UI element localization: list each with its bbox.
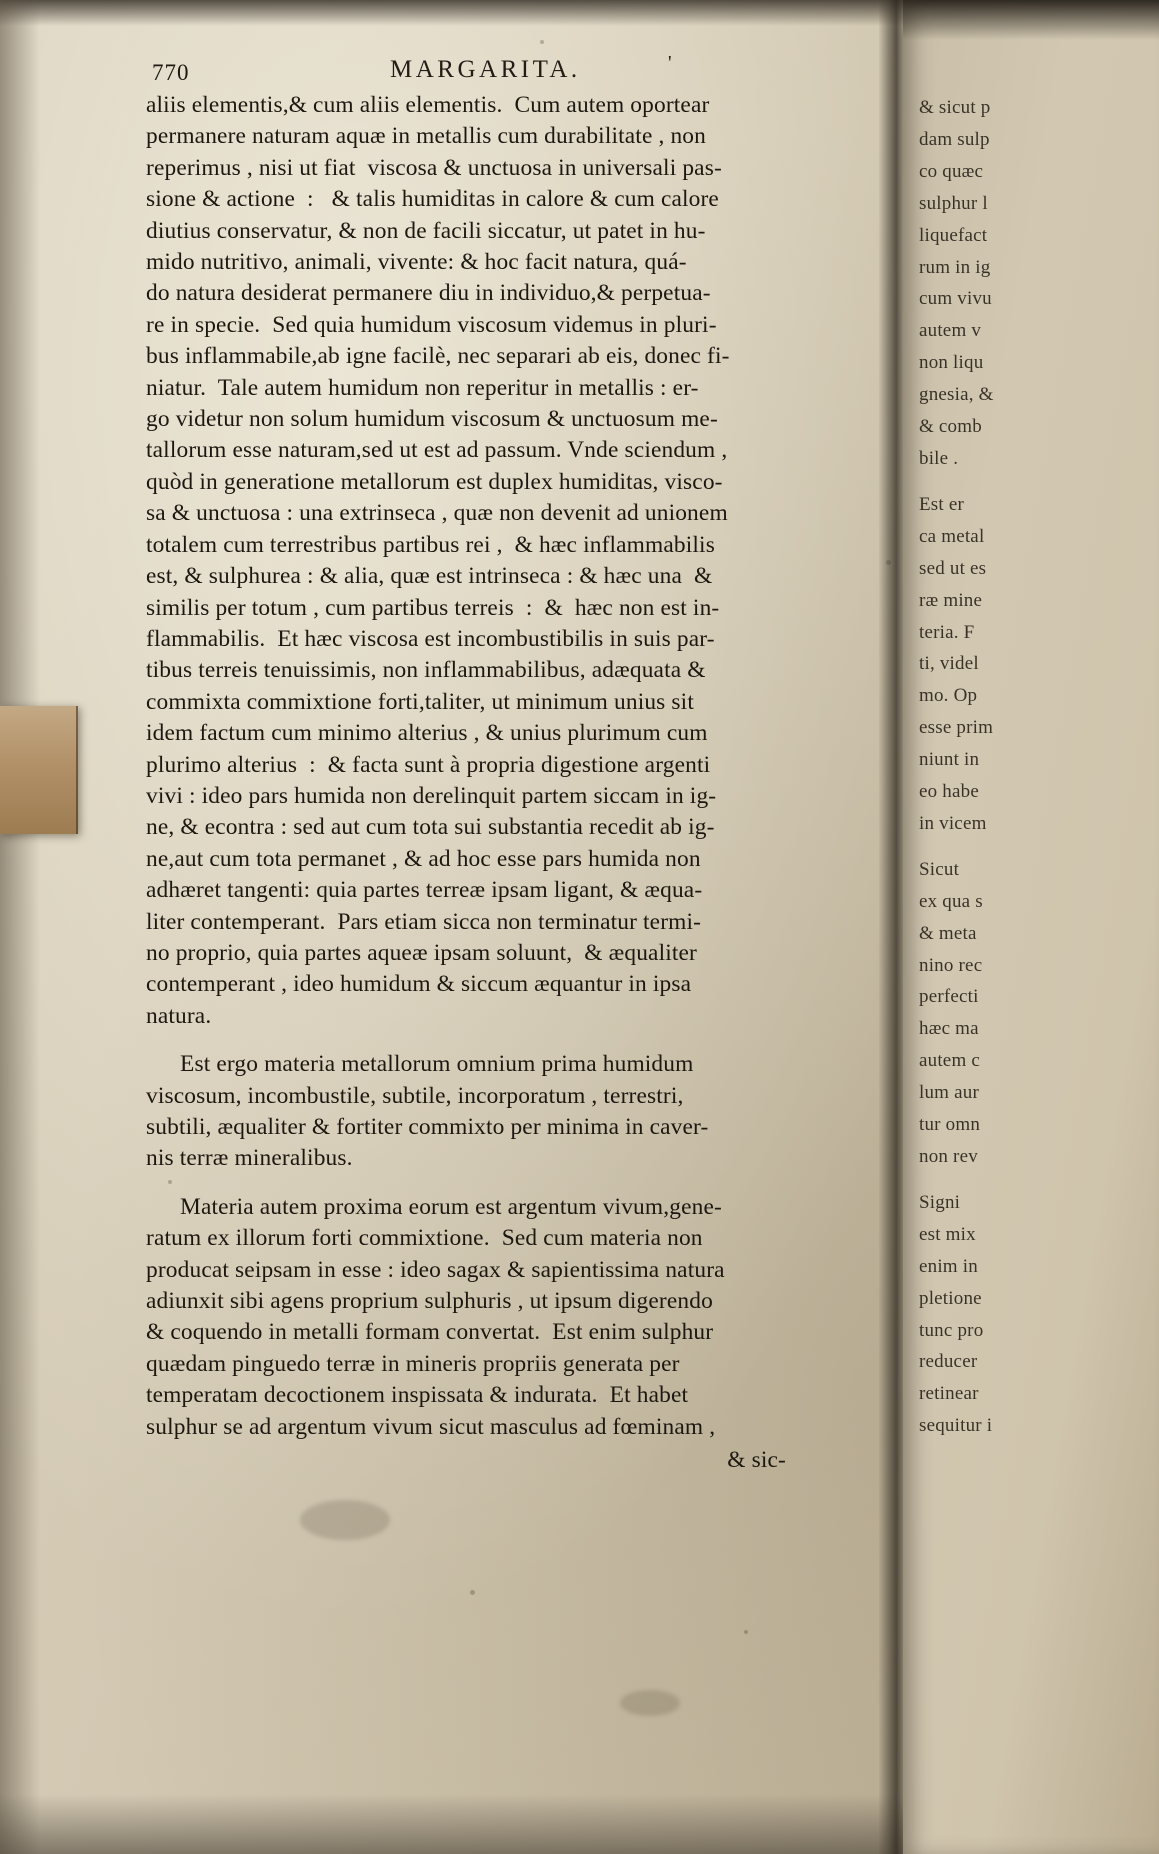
facing-text-line: ex qua s bbox=[919, 890, 983, 912]
text-line: contemperant , ideo humidum & siccum æquantur in ipsa bbox=[146, 971, 692, 998]
paper-stain bbox=[300, 1500, 390, 1540]
facing-paragraph bbox=[919, 1187, 1159, 1442]
facing-text-line: ca metal bbox=[919, 525, 985, 547]
facing-paragraph bbox=[919, 854, 1159, 1173]
facing-page-top-shadow bbox=[903, 0, 1159, 40]
paper-speck bbox=[744, 1630, 748, 1634]
running-head-text: MARGARITA. bbox=[390, 56, 581, 83]
text-line: Est ergo materia metallorum omnium prima humidum bbox=[180, 1051, 694, 1078]
facing-text-line: & sicut p bbox=[919, 97, 991, 118]
text-line: adhæret tangenti: quia partes terreæ ipsam ligant, & æqua- bbox=[146, 877, 703, 904]
text-line: sulphur se ad argentum vivum sicut masculus ad fœminam , bbox=[146, 1413, 716, 1440]
text-line: permanere naturam aquæ in metallis cum durabilitate , non bbox=[146, 123, 706, 150]
facing-text-line: tur omn bbox=[919, 1114, 981, 1136]
text-line: sione & actione : & talis humiditas in calore & cum calore bbox=[146, 186, 719, 213]
facing-text-line: mo. Op bbox=[919, 685, 978, 707]
text-line: vivi : ideo pars humida non derelinquit partem siccam in ig- bbox=[146, 782, 717, 809]
text-line: aliis elementis,& cum aliis elementis. Cum autem oportear bbox=[146, 92, 710, 118]
facing-text-line: esse prim bbox=[919, 717, 994, 739]
paper-speck bbox=[470, 1590, 475, 1595]
facing-text-line: sequitur i bbox=[919, 1415, 993, 1437]
facing-text-line: autem v bbox=[919, 320, 982, 342]
facing-text-line: gnesia, & bbox=[919, 384, 994, 406]
facing-paragraph bbox=[919, 489, 1159, 840]
text-line: quædam pinguedo terræ in mineris propriis generata per bbox=[146, 1350, 680, 1377]
text-line: plurimo alterius : & facta sunt à propria digestione argenti bbox=[146, 751, 711, 778]
facing-text-line: cum vivu bbox=[919, 288, 992, 310]
facing-text-line: tunc pro bbox=[919, 1319, 984, 1341]
facing-text-line: bile . bbox=[919, 447, 959, 469]
facing-text-line: perfecti bbox=[919, 986, 979, 1008]
paragraph bbox=[146, 1049, 858, 1175]
facing-text-line: non rev bbox=[919, 1146, 978, 1167]
facing-page-text bbox=[919, 92, 1159, 1442]
text-line: idem factum cum minimo alterius , & unius plurimum cum bbox=[146, 720, 708, 747]
text-line: nis terræ mineralibus. bbox=[146, 1145, 353, 1172]
facing-text-line: retinear bbox=[919, 1383, 979, 1405]
facing-text-line: ti, videl bbox=[919, 653, 979, 675]
facing-text-line: Sicut bbox=[919, 858, 960, 880]
text-line: do natura desiderat permanere diu in individuo,& perpetua- bbox=[146, 280, 711, 307]
text-line: mido nutritivo, animali, vivente: & hoc facit natura, quá- bbox=[146, 249, 687, 276]
text-line: reperimus , nisi ut fiat viscosa & unctuosa in universali pas- bbox=[146, 154, 722, 181]
text-line: producat seipsam in esse : ideo sagax & sapientissima natura bbox=[146, 1256, 725, 1283]
text-line: diutius conservatur, & non de facili siccatur, ut patet in hu- bbox=[146, 217, 706, 244]
text-line: flammabilis. Et hæc viscosa est incombustibilis in suis par- bbox=[146, 625, 715, 652]
text-line: no proprio, quia partes aqueæ ipsam soluunt, & æqualiter bbox=[146, 939, 697, 966]
text-line: tibus terreis tenuissimis, non inflammabilibus, adæquata & bbox=[146, 657, 706, 684]
facing-text-line: autem c bbox=[919, 1050, 981, 1072]
text-line: Materia autem proxima eorum est argentum vivum,gene- bbox=[180, 1193, 722, 1220]
facing-text-line: ræ mine bbox=[919, 589, 983, 611]
facing-text-line: Est er bbox=[919, 493, 964, 515]
text-line: est, & sulphurea : & alia, quæ est intrinseca : & hæc una & bbox=[146, 563, 713, 590]
facing-text-line: eo habe bbox=[919, 781, 979, 803]
facing-text-line: non liqu bbox=[919, 352, 984, 374]
facing-text-line: co quæc bbox=[919, 160, 984, 182]
text-line: tallorum esse naturam,sed ut est ad passum. Vnde sciendum , bbox=[146, 437, 728, 464]
scanner-clamp bbox=[0, 706, 78, 834]
book-gutter bbox=[879, 0, 905, 1854]
text-line: niatur. Tale autem humidum non reperitur in metallis : er- bbox=[146, 374, 699, 401]
text-line: commixta commixtione forti,taliter, ut minimum unius sit bbox=[146, 688, 694, 715]
text-line: liter contemperant. Pars etiam sicca non terminatur termi- bbox=[146, 908, 702, 935]
facing-text-line: in vicem bbox=[919, 812, 987, 834]
text-line: viscosum, incombustile, subtile, incorporatum , terrestri, bbox=[146, 1082, 684, 1109]
facing-text-line: & comb bbox=[919, 416, 982, 438]
facing-text-line: teria. F bbox=[919, 621, 975, 643]
running-head-mark: ' bbox=[668, 52, 676, 74]
text-line: ne,aut cum tota permanet , & ad hoc esse pars humida non bbox=[146, 845, 701, 872]
facing-text-line: lum aur bbox=[919, 1082, 979, 1104]
facing-text-line: liquefact bbox=[919, 224, 988, 246]
page-body-text bbox=[146, 90, 858, 1476]
facing-text-line: pletione bbox=[919, 1287, 982, 1309]
text-line: bus inflammabile,ab igne facilè, nec separari ab eis, donec fi- bbox=[146, 343, 730, 370]
facing-text-line: reducer bbox=[919, 1351, 978, 1373]
scan-left-shadow bbox=[0, 0, 40, 1854]
catchword: & sic- bbox=[727, 1447, 786, 1474]
text-line: & coquendo in metalli formam convertat. Est enim sulphur bbox=[146, 1319, 714, 1346]
text-line: similis per totum , cum partibus terreis : & hæc non est in- bbox=[146, 594, 720, 621]
text-line: adiunxit sibi agens proprium sulphuris , ut ipsum digerendo bbox=[146, 1288, 713, 1315]
paragraph bbox=[146, 1192, 858, 1443]
facing-text-line: & meta bbox=[919, 922, 977, 944]
text-line: ne, & econtra : sed aut cum tota sui substantia recedit ab ig- bbox=[146, 814, 715, 841]
facing-text-line: nino rec bbox=[919, 954, 983, 976]
facing-page bbox=[903, 0, 1159, 1854]
text-line: ratum ex illorum forti commixtione. Sed cum materia non bbox=[146, 1225, 703, 1252]
text-line: re in specie. Sed quia humidum viscosum videmus in pluri- bbox=[146, 311, 717, 338]
facing-text-line: Signi bbox=[919, 1191, 961, 1213]
text-line: sa & unctuosa : una extrinseca , quæ non devenit ad unionem bbox=[146, 500, 728, 527]
facing-text-line: est mix bbox=[919, 1223, 976, 1245]
facing-text-line: niunt in bbox=[919, 749, 980, 771]
paper-speck bbox=[540, 40, 544, 44]
facing-text-line: dam sulp bbox=[919, 128, 990, 150]
facing-text-line: sed ut es bbox=[919, 557, 987, 579]
text-line: quòd in generatione metallorum est duplex humiditas, visco- bbox=[146, 468, 723, 495]
paragraph bbox=[146, 90, 858, 1032]
facing-text-line: rum in ig bbox=[919, 256, 991, 278]
text-line: go videtur non solum humidum viscosum & unctuosum me- bbox=[146, 406, 718, 433]
folio-number: 770 bbox=[152, 60, 190, 85]
facing-text-line: hæc ma bbox=[919, 1018, 979, 1040]
paper-stain bbox=[620, 1690, 680, 1716]
text-line: subtili, æqualiter & fortiter commixto per minima in caver- bbox=[146, 1114, 709, 1140]
text-line: temperatam decoctionem inspissata & indurata. Et habet bbox=[146, 1382, 689, 1409]
text-line: natura. bbox=[146, 1002, 212, 1029]
facing-text-line: sulphur l bbox=[919, 192, 988, 214]
text-line: totalem cum terrestribus partibus rei , & hæc inflammabilis bbox=[146, 531, 715, 558]
running-head bbox=[390, 52, 676, 84]
facing-text-line: enim in bbox=[919, 1255, 978, 1277]
